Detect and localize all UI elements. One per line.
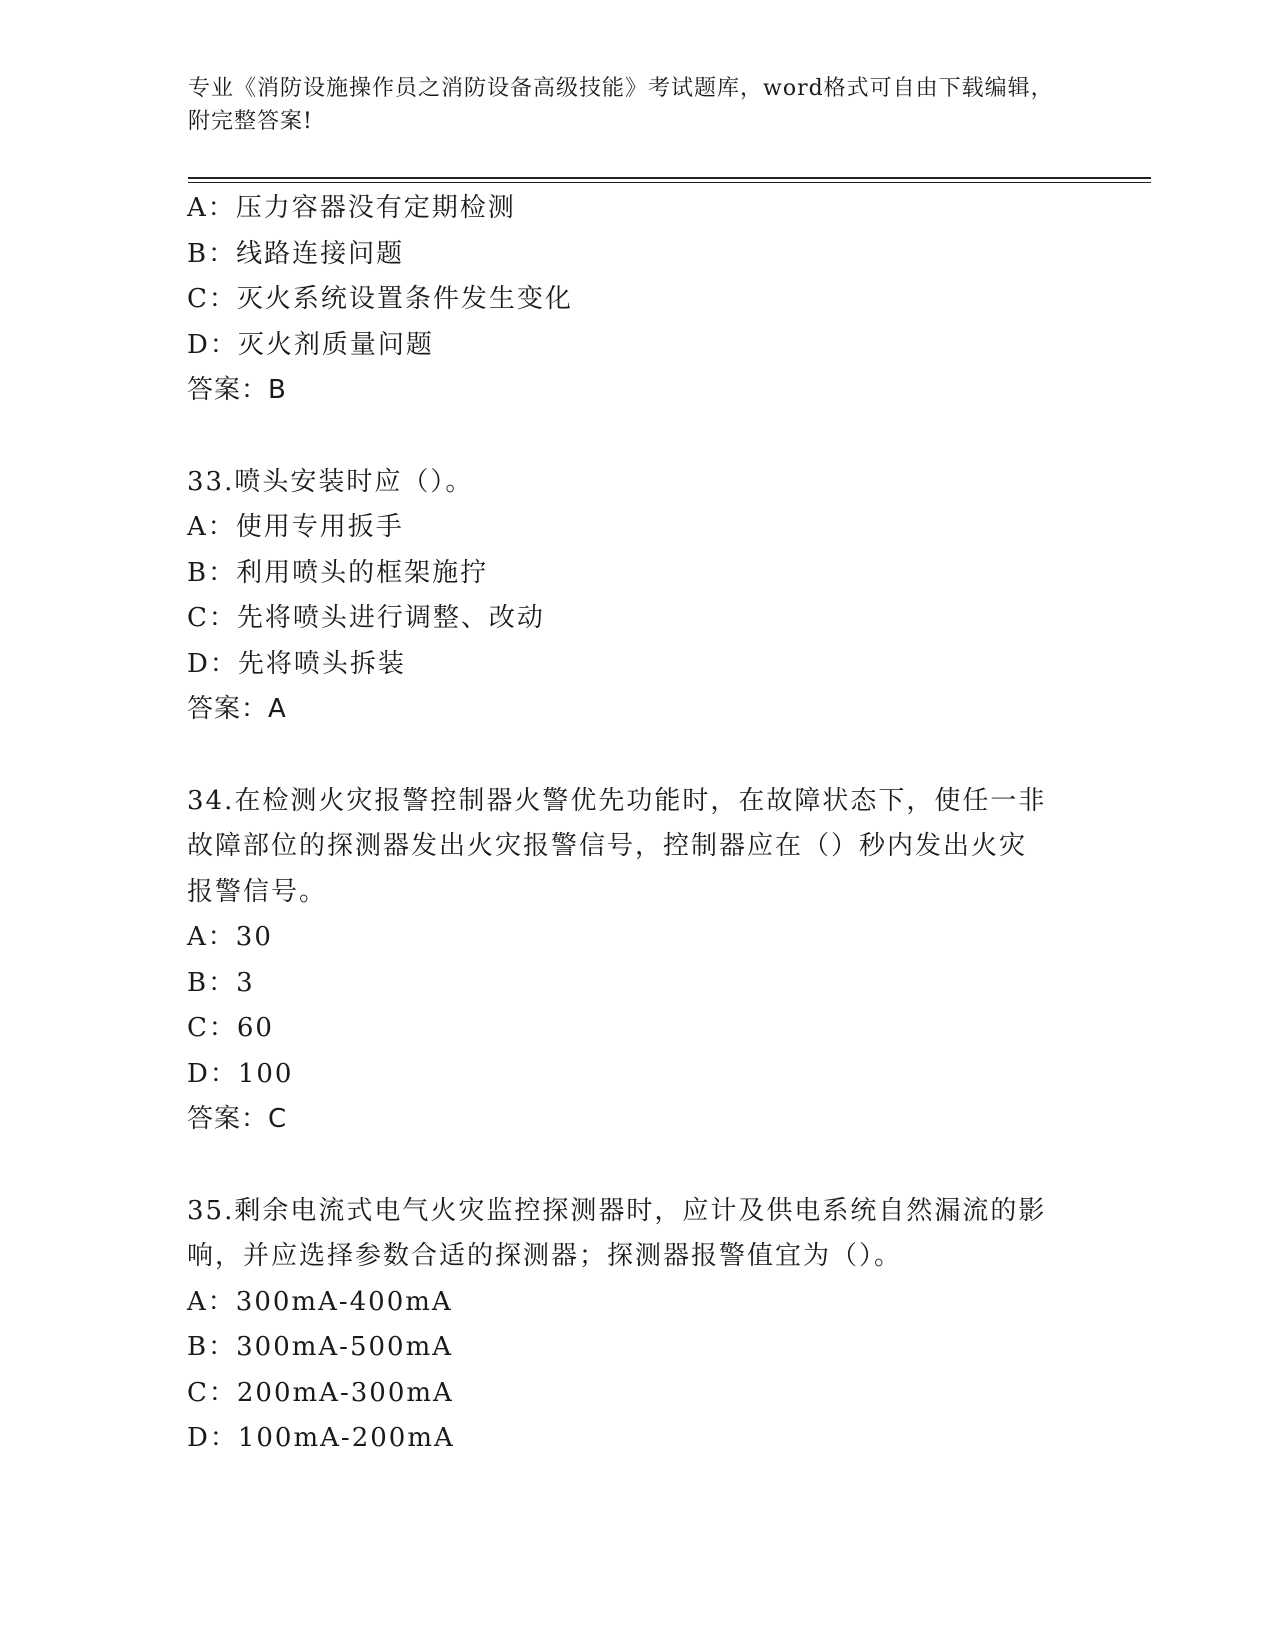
question-stem-line-1: 34.在检测火灾报警控制器火警优先功能时，在故障状态下，使任一非 xyxy=(187,785,1047,816)
option-d: D：100mA-200mA xyxy=(187,1423,455,1453)
option-b: B：300mA-500mA xyxy=(187,1332,454,1362)
question-33 xyxy=(187,460,1087,733)
option-d: D：灭火剂质量问题 xyxy=(187,329,434,360)
option-c: C：60 xyxy=(187,1013,274,1043)
option-a: A：30 xyxy=(187,922,273,952)
answer: 答案：A xyxy=(187,694,287,724)
option-c: C：灭火系统设置条件发生变化 xyxy=(187,284,573,314)
option-c: C：200mA-300mA xyxy=(187,1377,454,1408)
question-stem-line-2: 响，并应选择参数合适的探测器；探测器报警值宜为（）。 xyxy=(187,1241,903,1271)
question-stem-line-2: 故障部位的探测器发出火灾报警信号，控制器应在（）秒内发出火灾 xyxy=(187,831,1028,861)
question-35 xyxy=(187,1189,1087,1462)
header-divider-thin xyxy=(188,182,1151,183)
answer: 答案：B xyxy=(187,375,287,405)
option-c: C：先将喷头进行调整、改动 xyxy=(187,603,545,633)
option-d: D：100 xyxy=(187,1058,294,1089)
question-stem: 33.喷头安装时应（）。 xyxy=(187,466,474,497)
option-b: B：3 xyxy=(187,967,255,998)
option-b: B：利用喷头的框架施拧 xyxy=(187,557,489,588)
option-a: A：使用专用扳手 xyxy=(187,512,404,542)
question-34 xyxy=(187,779,1087,1143)
question-32 xyxy=(187,186,1087,414)
question-list xyxy=(187,186,1087,1462)
option-b: B：线路连接问题 xyxy=(187,238,405,269)
option-a: A：300mA-400mA xyxy=(187,1286,453,1317)
document-header: 专业《消防设施操作员之消防设备高级技能》考试题库，word格式可自由下载编辑，附完整答案! xyxy=(188,76,1054,134)
option-a: A：压力容器没有定期检测 xyxy=(187,193,516,223)
question-stem-line-3: 报警信号。 xyxy=(187,876,328,907)
question-stem-line-1: 35.剩余电流式电气火灾监控探测器时，应计及供电系统自然漏流的影 xyxy=(187,1195,1047,1226)
option-d: D：先将喷头拆装 xyxy=(187,648,406,679)
answer: 答案：C xyxy=(187,1104,288,1134)
header-divider-thick xyxy=(188,177,1151,179)
